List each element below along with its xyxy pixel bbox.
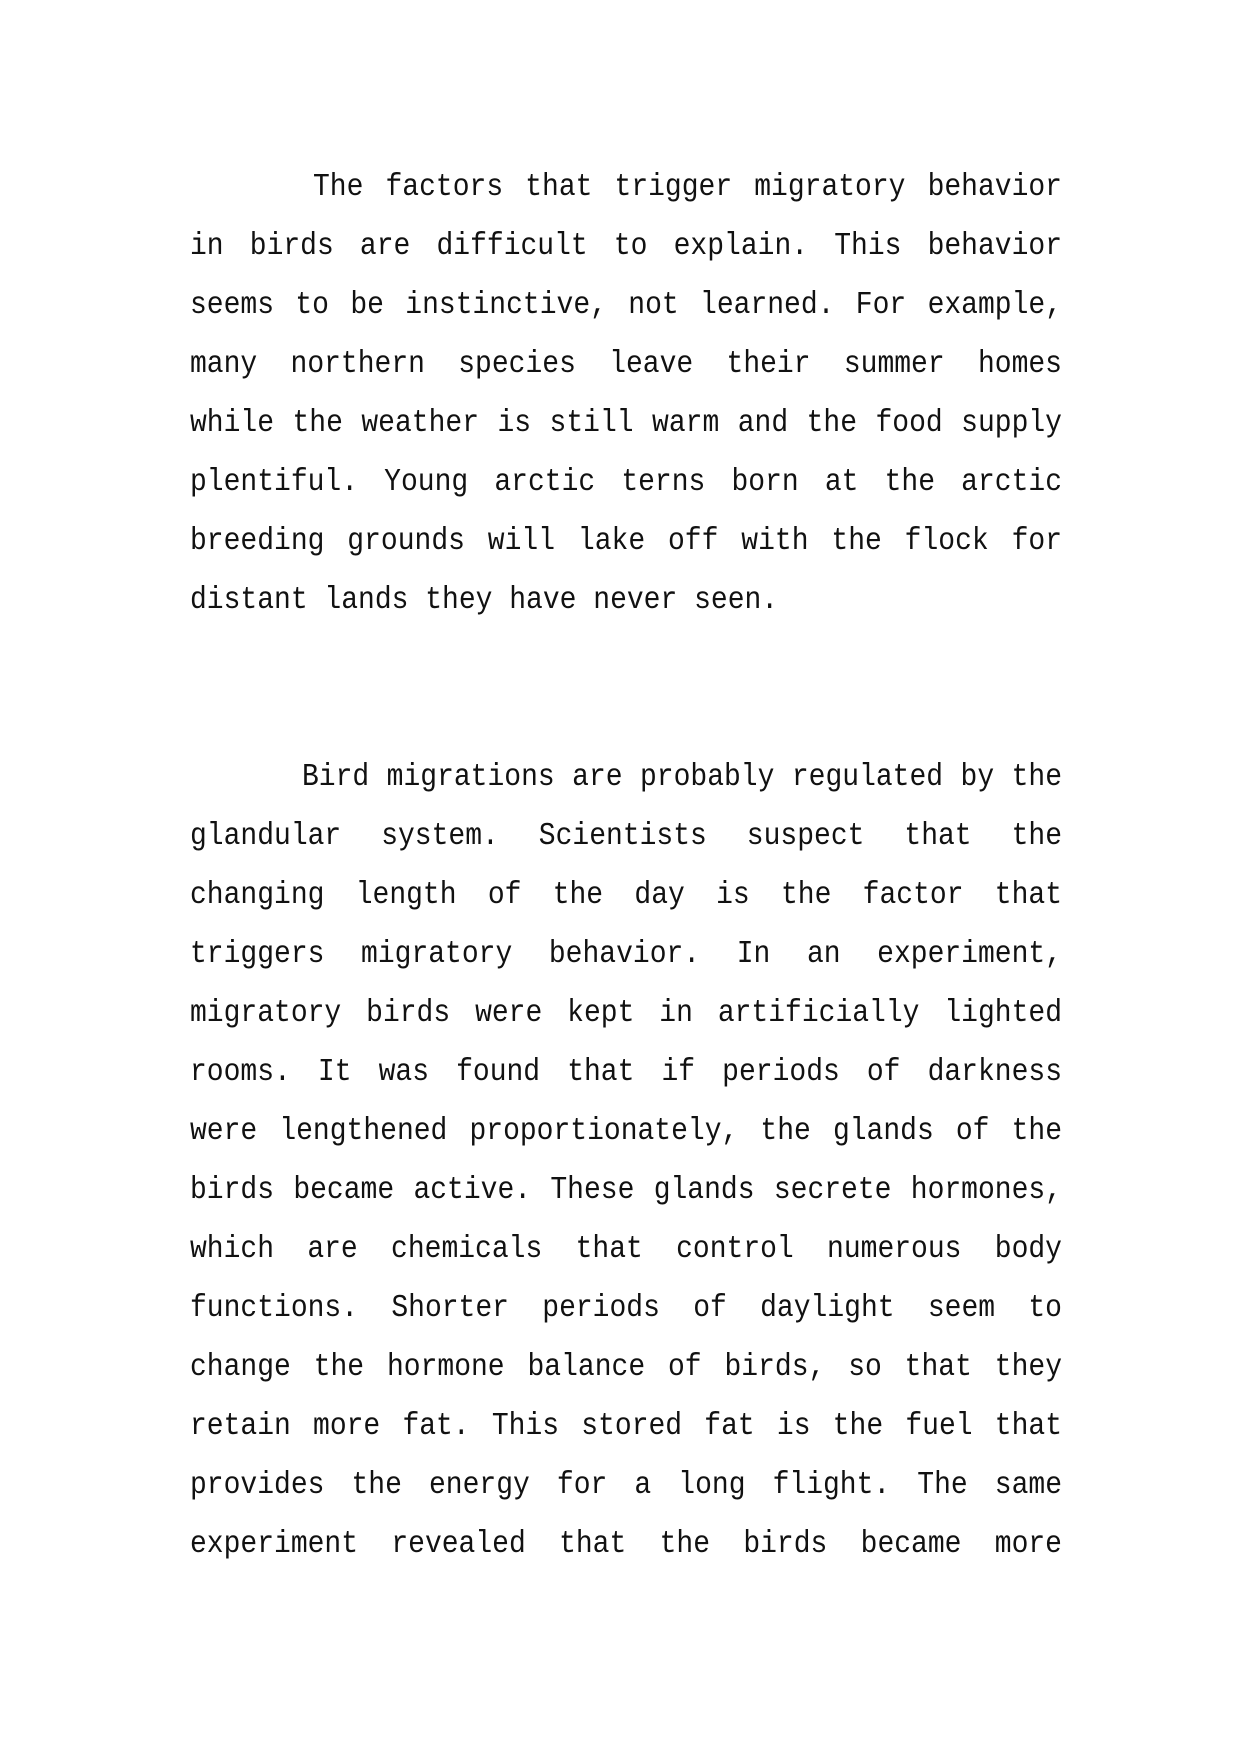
- text-line: seems to be instinctive, not learned. For example,: [190, 288, 1062, 323]
- text-line: retain more fat. This stored fat is the fuel that: [190, 1409, 1062, 1444]
- text-line: rooms. It was found that if periods of darkness: [190, 1055, 1062, 1090]
- text-line: change the hormone balance of birds, so that they: [190, 1350, 1062, 1385]
- text-line: while the weather is still warm and the food supply: [190, 406, 1062, 441]
- text-line: distant lands they have never seen.: [190, 583, 779, 618]
- text-line: experiment revealed that the birds became more: [190, 1527, 1062, 1562]
- text-line: which are chemicals that control numerous body: [190, 1232, 1062, 1267]
- text-line: changing length of the day is the factor that: [190, 878, 1062, 913]
- text-line: breeding grounds will lake off with the flock for: [190, 524, 1062, 559]
- text-line: plentiful. Young arctic terns born at the arctic: [190, 465, 1062, 500]
- text-line: in birds are difficult to explain. This behavior: [190, 229, 1062, 264]
- text-line: provides the energy for a long flight. The same: [190, 1468, 1062, 1503]
- text-line: many northern species leave their summer homes: [190, 347, 1062, 382]
- text-line: The factors that trigger migratory behavior: [313, 170, 1062, 205]
- paragraph-2: [190, 748, 1062, 1574]
- text-line: glandular system. Scientists suspect that the: [190, 819, 1062, 854]
- text-line: Bird migrations are probably regulated by the: [302, 760, 1062, 795]
- text-line: were lengthened proportionately, the glands of the: [190, 1114, 1062, 1149]
- text-line: triggers migratory behavior. In an experiment,: [190, 937, 1062, 972]
- text-line: migratory birds were kept in artificially lighted: [190, 996, 1062, 1031]
- text-line: birds became active. These glands secrete hormones,: [190, 1173, 1062, 1208]
- text-line: functions. Shorter periods of daylight seem to: [190, 1291, 1062, 1326]
- paragraph-1: [190, 158, 1062, 630]
